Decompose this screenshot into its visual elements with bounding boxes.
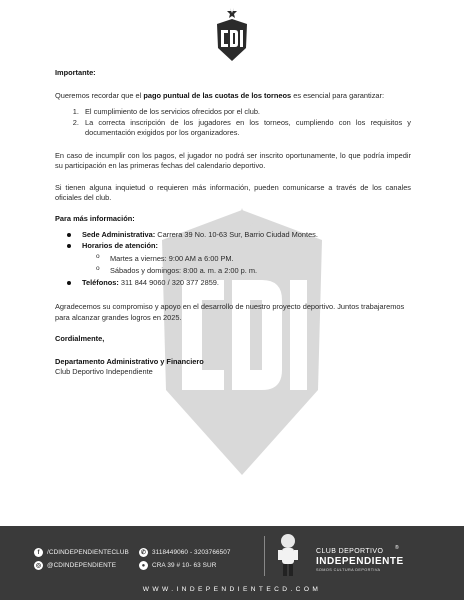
- whatsapp-icon: ✆: [140, 550, 147, 556]
- registered-mark: ®: [395, 545, 399, 551]
- intro-text-bold: pago puntual de las cuotas de los torneos: [143, 91, 292, 101]
- horario-item: o Sábados y domingos: 8:00 a. m. a 2:00 p. m.: [96, 266, 411, 276]
- sede-label: Sede Administrativa:: [82, 230, 156, 240]
- horarios-label: Horarios de atención:: [82, 241, 158, 251]
- importante-heading: Importante:: [55, 68, 96, 77]
- requirements-list: [55, 107, 411, 138]
- footer: [0, 526, 464, 600]
- sede-value: Carrera 39 No. 10-63 Sur, Barrio Ciudad Montes.: [155, 230, 318, 240]
- closing: Cordialmente,: [55, 333, 105, 343]
- brand-line2: INDEPENDIENTE: [316, 556, 404, 567]
- footer-divider: [264, 536, 265, 576]
- location-pin-icon: ●: [139, 561, 148, 570]
- footer-brand: [316, 548, 404, 572]
- intro-text-a: Queremos recordar que el: [55, 91, 144, 101]
- intro-text-b: es esencial para garantizar:: [291, 91, 385, 101]
- whatsapp-numbers: 3118449060 - 3203766507: [152, 549, 231, 556]
- info-item-sede: [66, 230, 411, 240]
- brand-line1: CLUB DEPORTIVO: [316, 548, 384, 555]
- website-link[interactable]: WWW.INDEPENDIENTECD.COM: [142, 586, 322, 593]
- requirement-item: 2. La correcta inscripción de los jugadores en los torneos, cumpliendo con los requisitos y documentación exigidos por los organizadores.: [81, 118, 411, 138]
- contact-paragraph: Si tienen alguna inquietud o requieren más información, pueden comunicarse a través de los canales oficiales del club.: [55, 182, 411, 202]
- info-item-telefonos: [66, 278, 411, 288]
- footer-facebook[interactable]: [34, 548, 129, 557]
- footer-address: [139, 561, 216, 570]
- club-crest-logo-icon: [214, 6, 250, 62]
- letter-body: [55, 68, 411, 377]
- info-item-horarios: [66, 241, 411, 276]
- payment-warning-paragraph: En caso de incumplir con los pagos, el jugador no podrá ser inscrito oportunamente, lo que podría impedir su participación en las primeras fechas del calendario deportivo.: [55, 151, 411, 171]
- signature-department: Departamento Administrativo y Financiero: [55, 356, 204, 366]
- thanks-paragraph: Agradecemos su compromiso y apoyo en el desarrollo de nuestro proyecto deportivo. Juntos trabajaremos para alcanzar grandes logros en 2025.: [55, 302, 405, 322]
- telefonos-value: 311 844 9060 / 320 377 2859.: [118, 278, 219, 288]
- instagram-icon: ◎: [35, 563, 42, 569]
- instagram-handle: @CDINDEPENDIENTE: [47, 562, 117, 569]
- horario-item: o Martes a viernes: 9:00 AM a 6:00 PM.: [96, 254, 411, 264]
- facebook-handle: /CDINDEPENDIENTECLUB: [47, 549, 129, 556]
- facebook-icon: f: [34, 548, 43, 557]
- footer-address-text: CRA 39 # 10- 63 SUR: [152, 562, 217, 569]
- footer-whatsapp[interactable]: [139, 548, 231, 557]
- info-list: [55, 230, 411, 288]
- telefonos-label: Teléfonos:: [82, 278, 119, 288]
- requirement-item: 1. El cumplimiento de los servicios ofrecidos por el club.: [81, 107, 411, 117]
- brand-tagline: SOMOS CULTURA DEPORTIVA: [316, 568, 381, 572]
- info-heading: Para más información:: [55, 213, 135, 223]
- signature-club: Club Deportivo Independiente: [55, 367, 153, 377]
- mascot-icon: [274, 532, 302, 580]
- intro-paragraph: [55, 91, 411, 101]
- footer-instagram[interactable]: [34, 561, 116, 570]
- horarios-list: [82, 254, 411, 276]
